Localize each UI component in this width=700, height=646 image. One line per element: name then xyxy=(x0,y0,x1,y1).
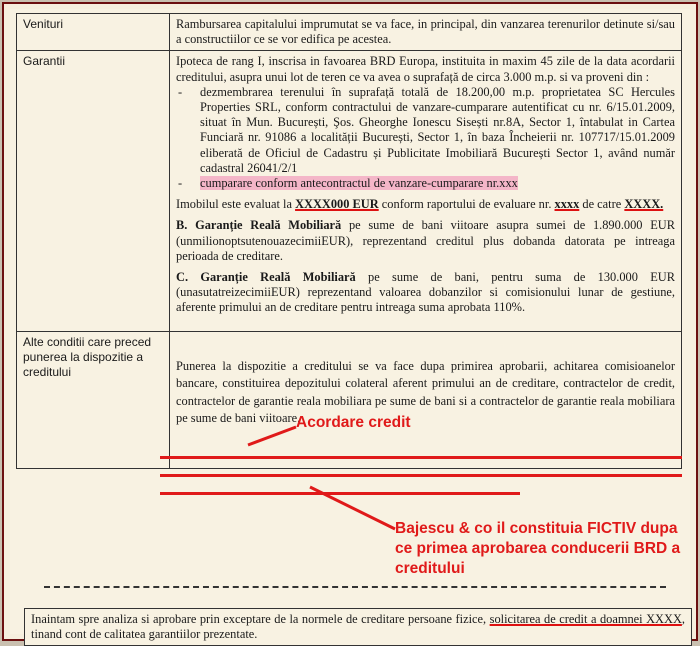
eval-amount: XXXX000 EUR xyxy=(295,197,379,212)
eval-report-number: xxxx xyxy=(554,197,580,212)
footer-text: Inaintam spre analiza si aprobare prin exceptare de la normele de creditare persoane fizice, xyxy=(31,612,490,626)
annotation-arrow xyxy=(248,427,296,445)
guarantee-b-title: B. Garanție Reală Mobiliară xyxy=(176,218,342,233)
row-label: Venituri xyxy=(17,14,170,51)
eval-text: Imobilul este evaluat la xyxy=(176,197,296,212)
eval-text: de catre xyxy=(579,197,625,212)
photo-frame xyxy=(2,2,698,641)
row-label: Alte conditii care preced punerea la dispozitie a creditului xyxy=(17,331,170,468)
eval-text: conform raportului de evaluare nr. xyxy=(378,197,555,212)
list-item: - dezmembrarea terenului în suprafață totală de 18.200,00 m.p. proprietatea SC Hercules Properties SRL, conform contractului de vanzare-cumparare autentificat cu nr. 6/15.01.2009, situat în Mun. București, Şos. Gheorghe Ionescu Sisești nr.8A, Sector 1, întabulat in Cartea Funciară nr. 91086 a localității București, Sector 1, în baza Încheierii nr. 107717/15.01.2009 eliberată de Oficiul de Cadastru și Publicitate Imobiliară București Sector 1, având număr cadastral 26041/2/1 xyxy=(192,85,675,176)
eval-by: XXXX. xyxy=(624,197,664,212)
footer-highlight: solicitarea de credit a doamnei XXXX xyxy=(489,612,682,626)
dashed-separator xyxy=(44,586,666,588)
annotation-acordare-credit: Acordare credit xyxy=(296,414,411,431)
highlighted-text: cumparare conform antecontractul de vanzare-cumparare nr.xxx xyxy=(200,176,518,191)
row-text: Punerea la dispozitie a creditului se va face dupa primirea aprobarii, achitarea comisioanelor bancare, constituirea depozitului colateral aferent primului an de creditare, contractelor de credit, contractelor de garantie reala mobiliara pe sume de bani si a contractelor de garantie reala mobiliara pe sume de bani viitoare. xyxy=(170,331,682,468)
row-text: Rambursarea capitalului imprumutat se va face, in principal, din vanzarea terenurilor detinute si/sau a constructiilor ce se vor edifica pe acestea. xyxy=(170,14,682,51)
guarantee-b-text: pe sume de bani viitoare asupra sumei de 1.890.000 EUR (unmilionoptsutenouazecimiiEUR), reprezentand creditul plus dobanda datorata pe intreaga perioada de creditare. xyxy=(176,218,675,263)
guarantee-c-title: C. Garanție Reală Mobiliară xyxy=(176,270,356,285)
row-label: Garantii xyxy=(17,51,170,331)
annotation-arrow xyxy=(310,487,395,529)
footer-text: , tinand cont de calitatea garantiilor prezentate. xyxy=(31,612,686,641)
document-page xyxy=(10,9,690,641)
annotation-bajescu: Bajescu & co il constituia FICTIV dupa ce primea aprobarea conducerii BRD a creditului xyxy=(395,520,681,577)
garantii-intro: Ipoteca de rang I, inscrisa in favoarea BRD Europa, instituita in maxim 45 zile de la data acordarii creditului, asupra unui lot de teren ce va avea o suprafață de circa 3.000 m.p. si va proveni din : xyxy=(176,54,675,84)
footer-request xyxy=(24,608,692,646)
guarantee-c-text: pe sume de bani, pentru suma de 130.000 EUR (unasutatreizecimiiEUR) reprezentand valoarea dobanzilor si comisionului lunar de gestiune, aferente primului an de creditare pentru intreaga suma aprobata 110%. xyxy=(176,270,675,315)
